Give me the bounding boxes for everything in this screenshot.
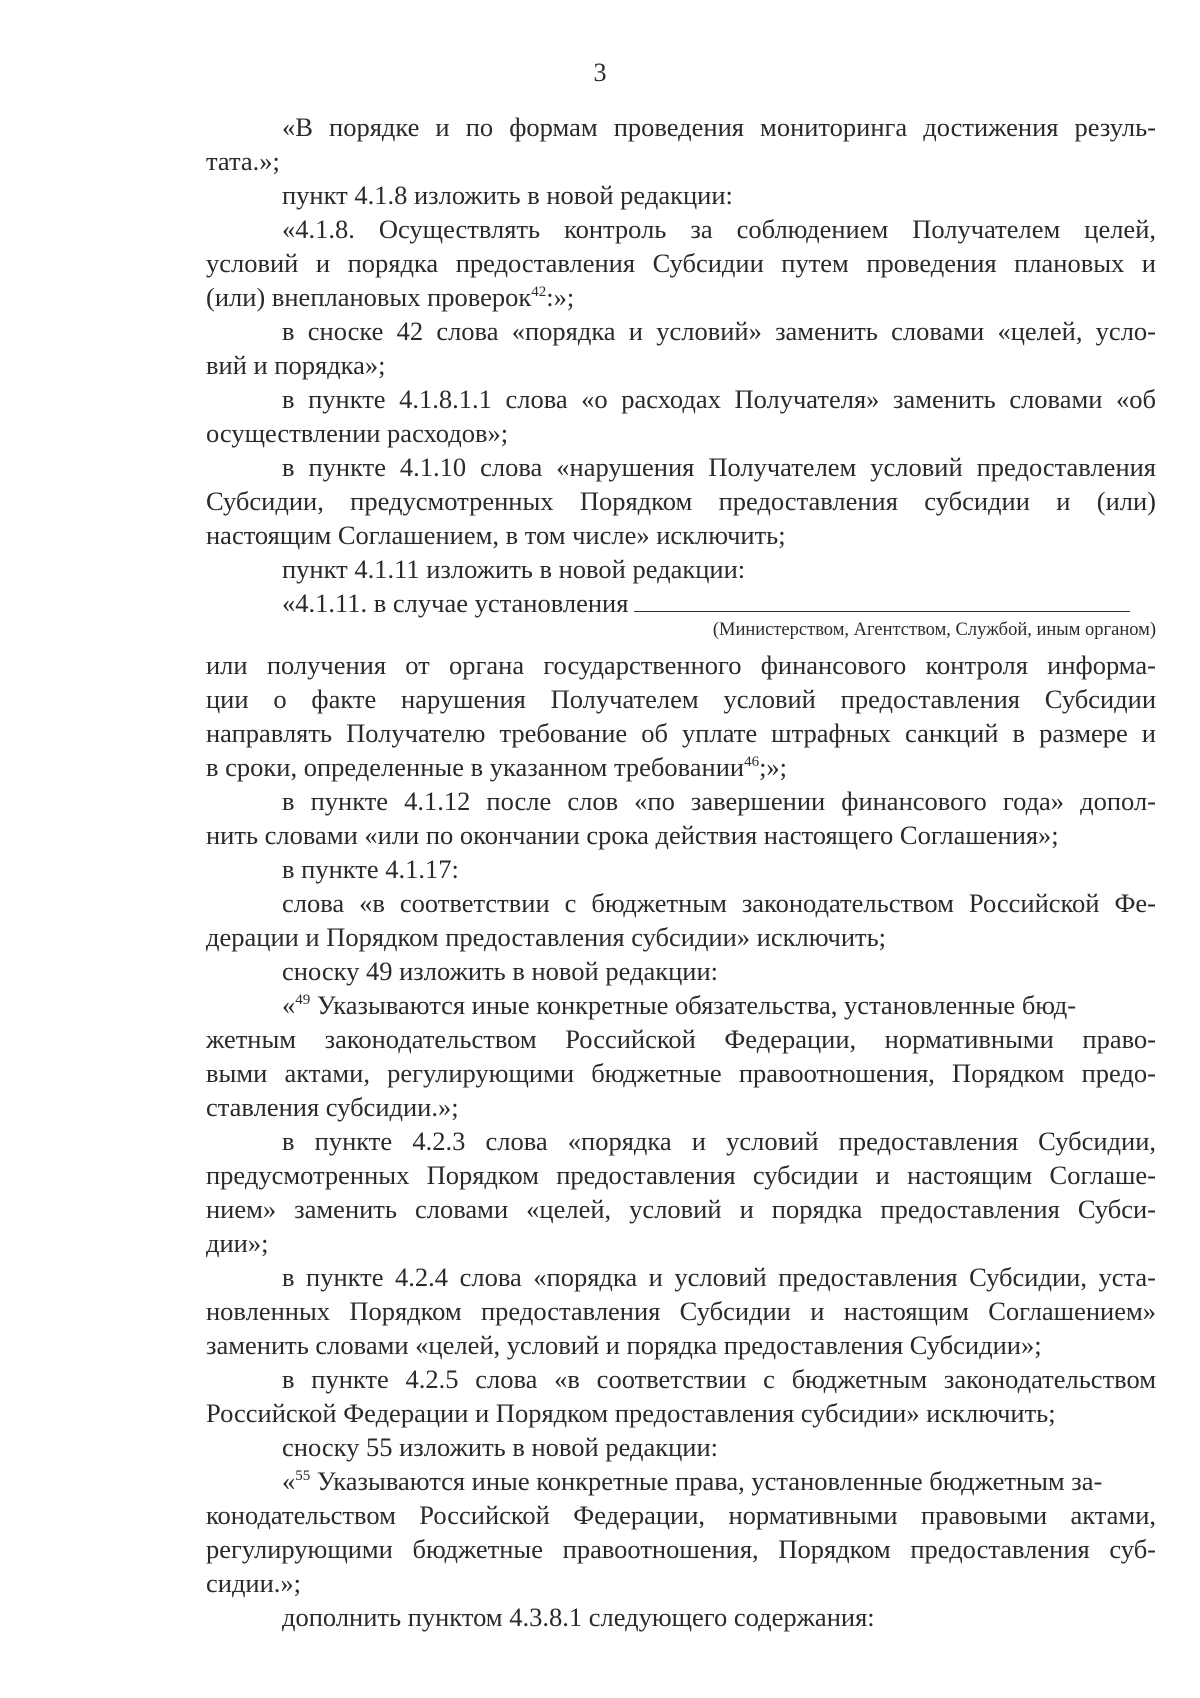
text-line: в сноске 42 слова «порядка и условий» заменить словами «целей, усло- [282,316,1156,346]
text-line: выми актами, регулирующими бюджетные правоотношения, Порядком предо- [206,1058,1156,1088]
text-line: тата.»; [206,146,280,176]
fill-in-blank [634,610,1130,612]
text-line: настоящим Соглашением, в том числе» исключить; [206,520,786,550]
text-fragment: «4.1.11. в случае установления [282,588,629,618]
text-fragment: (или) внеплановых проверок [206,282,532,312]
text-line: сидии.»; [206,1568,302,1598]
text-line: «4.1.8. Осуществлять контроль за соблюдением Получателем целей, [282,214,1156,244]
text-line [206,280,1156,314]
text-line: Российской Федерации и Порядком предоставления субсидии» исключить; [206,1398,1056,1428]
text-line [206,750,1156,784]
text-line: в пункте 4.2.4 слова «порядка и условий предоставления Субсидии, уста- [282,1262,1156,1292]
text-line: новленных Порядком предоставления Субсидии и настоящим Соглашением» [206,1296,1156,1326]
text-line: в пункте 4.1.12 после слов «по завершении финансового года» допол- [282,786,1156,816]
text-line: регулирующими бюджетные правоотношения, Порядком предоставления суб- [206,1534,1156,1564]
text-line: направлять Получателю требование об уплате штрафных санкций в размере и [206,718,1156,748]
text-line: дерации и Порядком предоставления субсидии» исключить; [206,922,887,952]
text-line: сноску 49 изложить в новой редакции: [282,956,719,986]
text-line: сноску 55 изложить в новой редакции: [282,1432,719,1462]
text-line [282,1464,1156,1498]
text-line: условий и порядка предоставления Субсидии путем проведения плановых и [206,248,1156,278]
text-line: нить словами «или по окончании срока действия настоящего Соглашения»; [206,820,1059,850]
text-line: «В порядке и по формам проведения мониторинга достижения резуль- [282,112,1156,142]
text-line [282,586,1156,620]
text-line: пункт 4.1.8 изложить в новой редакции: [282,180,733,210]
text-fragment: « [282,1466,296,1496]
text-line: ции о факте нарушения Получателем условий предоставления Субсидии [206,684,1156,714]
text-line: в пункте 4.2.3 слова «порядка и условий предоставления Субсидии, [282,1126,1156,1156]
blank-caption: (Министерством, Агентством, Службой, иным органом) [712,620,1156,640]
text-line: предусмотренных Порядком предоставления субсидии и настоящим Соглаше- [206,1160,1156,1190]
text-line: жетным законодательством Российской Федерации, нормативными право- [206,1024,1156,1054]
footnote-ref: 49 [295,992,311,1008]
text-line: заменить словами «целей, условий и порядка предоставления Субсидии»; [206,1330,1042,1360]
text-fragment: в сроки, определенные в указанном требовании [206,752,745,782]
text-line: ставления субсидии.»; [206,1092,459,1122]
text-line: в пункте 4.1.17: [282,854,459,884]
text-line: пункт 4.1.11 изложить в новой редакции: [282,554,746,584]
text-line: Субсидии, предусмотренных Порядком предоставления субсидии и (или) [206,486,1156,516]
text-line: в пункте 4.2.5 слова «в соответствии с бюджетным законодательством [282,1364,1156,1394]
footnote-ref: 42 [531,284,547,300]
text-line: в пункте 4.1.8.1.1 слова «о расходах Получателя» заменить словами «об [282,384,1156,414]
footnote-ref: 55 [295,1468,311,1484]
footnote-ref: 46 [744,754,760,770]
page-number: 3 [593,58,607,87]
text-line: или получения от органа государственного финансового контроля информа- [206,650,1156,680]
text-fragment: ;»; [759,752,788,782]
text-line: вий и порядка»; [206,350,386,380]
text-fragment: :»; [546,282,575,312]
text-fragment: « [282,990,296,1020]
text-line: осуществлении расходов»; [206,418,509,448]
text-line [282,988,1156,1022]
text-line: в пункте 4.1.10 слова «нарушения Получателем условий предоставления [282,452,1156,482]
text-line: слова «в соответствии с бюджетным законодательством Российской Фе- [282,888,1156,918]
text-line: нием» заменить словами «целей, условий и порядка предоставления Субси- [206,1194,1156,1224]
text-line: конодательством Российской Федерации, нормативными правовыми актами, [206,1500,1156,1530]
text-fragment: Указываются иные конкретные права, установленные бюджетным за- [310,1466,1103,1496]
text-fragment: Указываются иные конкретные обязательства, установленные бюд- [310,990,1077,1020]
text-line: дии»; [206,1228,269,1258]
text-line: дополнить пунктом 4.3.8.1 следующего содержания: [282,1602,875,1632]
